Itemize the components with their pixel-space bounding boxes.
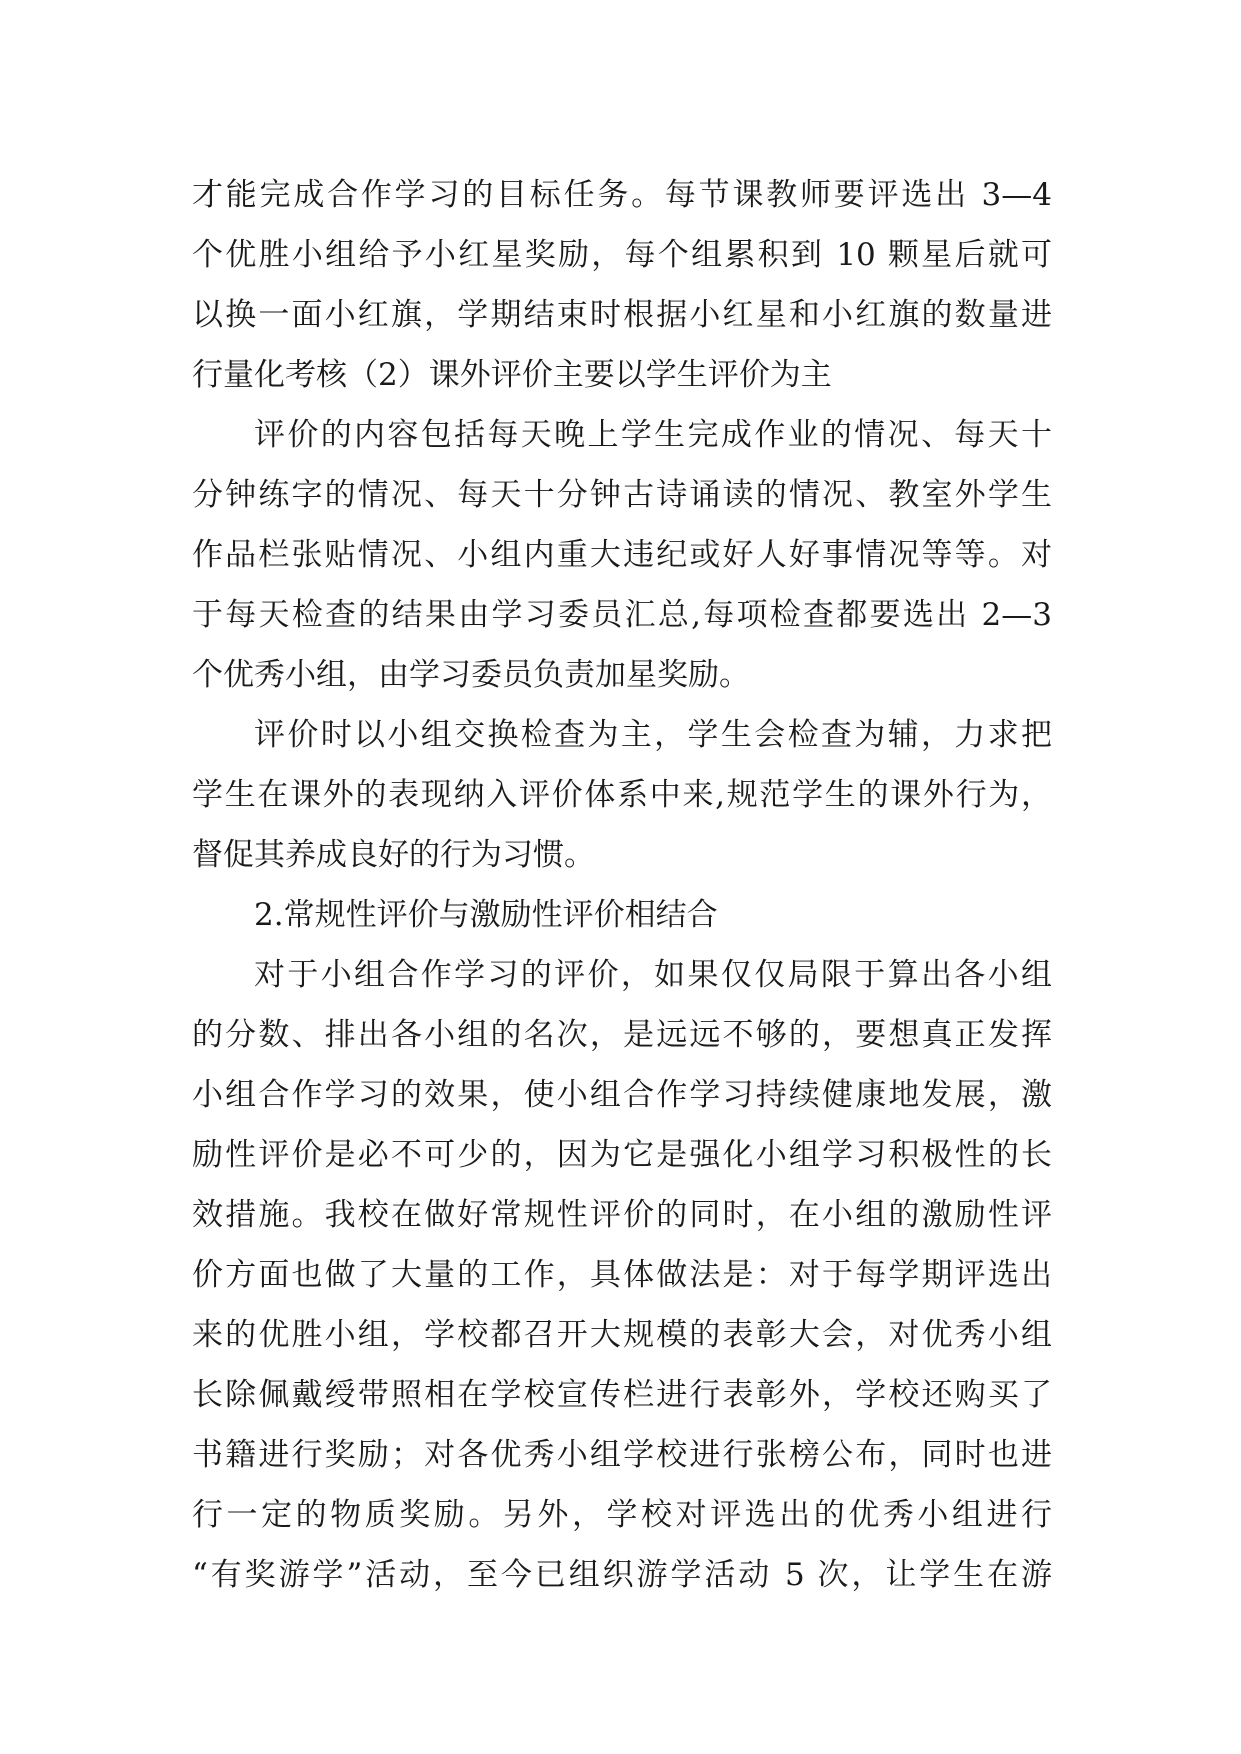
text-line: 的分数、排出各小组的名次，是远远不够的，要想真正发挥 (192, 1017, 1052, 1053)
text-line: 以换一面小红旗，学期结束时根据小红星和小红旗的数量进 (192, 297, 1052, 333)
text-line: 才能完成合作学习的目标任务。每节课教师要评选出 3—4 (192, 177, 1052, 213)
text-line: 长除佩戴绶带照相在学校宣传栏进行表彰外，学校还购买了 (192, 1377, 1052, 1413)
text-line: 个优秀小组，由学习委员负责加星奖励。 (192, 657, 750, 693)
text-line: 督促其养成良好的行为习惯。 (192, 837, 595, 873)
text-line: 书籍进行奖励；对各优秀小组学校进行张榜公布，同时也进 (192, 1437, 1052, 1473)
paragraph-first-line: 评价的内容包括每天晚上学生完成作业的情况、每天十 (254, 417, 1052, 453)
text-line: 价方面也做了大量的工作，具体做法是：对于每学期评选出 (192, 1257, 1052, 1293)
paragraph-first-line: 对于小组合作学习的评价，如果仅仅局限于算出各小组 (254, 957, 1052, 993)
text-line: 来的优胜小组，学校都召开大规模的表彰大会，对优秀小组 (192, 1317, 1052, 1353)
section-heading: 2.常规性评价与激励性评价相结合 (254, 897, 718, 933)
text-line: 于每天检查的结果由学习委员汇总,每项检查都要选出 2—3 (192, 597, 1052, 633)
text-line: 效措施。我校在做好常规性评价的同时，在小组的激励性评 (192, 1197, 1052, 1233)
document-body (192, 165, 1052, 1605)
text-line: 作品栏张贴情况、小组内重大违纪或好人好事情况等等。对 (192, 537, 1052, 573)
text-line: 行量化考核（2）课外评价主要以学生评价为主 (192, 357, 832, 393)
paragraph-first-line: 评价时以小组交换检查为主，学生会检查为辅，力求把 (254, 717, 1052, 753)
text-line: 学生在课外的表现纳入评价体系中来,规范学生的课外行为， (192, 777, 1052, 813)
text-line: 行一定的物质奖励。另外，学校对评选出的优秀小组进行 (192, 1497, 1052, 1533)
text-line: 小组合作学习的效果，使小组合作学习持续健康地发展，激 (192, 1077, 1052, 1113)
text-line: “有奖游学”活动，至今已组织游学活动 5 次，让学生在游 (192, 1557, 1053, 1593)
text-line: 励性评价是必不可少的，因为它是强化小组学习积极性的长 (192, 1137, 1052, 1173)
text-line: 分钟练字的情况、每天十分钟古诗诵读的情况、教室外学生 (192, 477, 1052, 513)
text-line: 个优胜小组给予小红星奖励，每个组累积到 10 颗星后就可 (192, 237, 1052, 273)
